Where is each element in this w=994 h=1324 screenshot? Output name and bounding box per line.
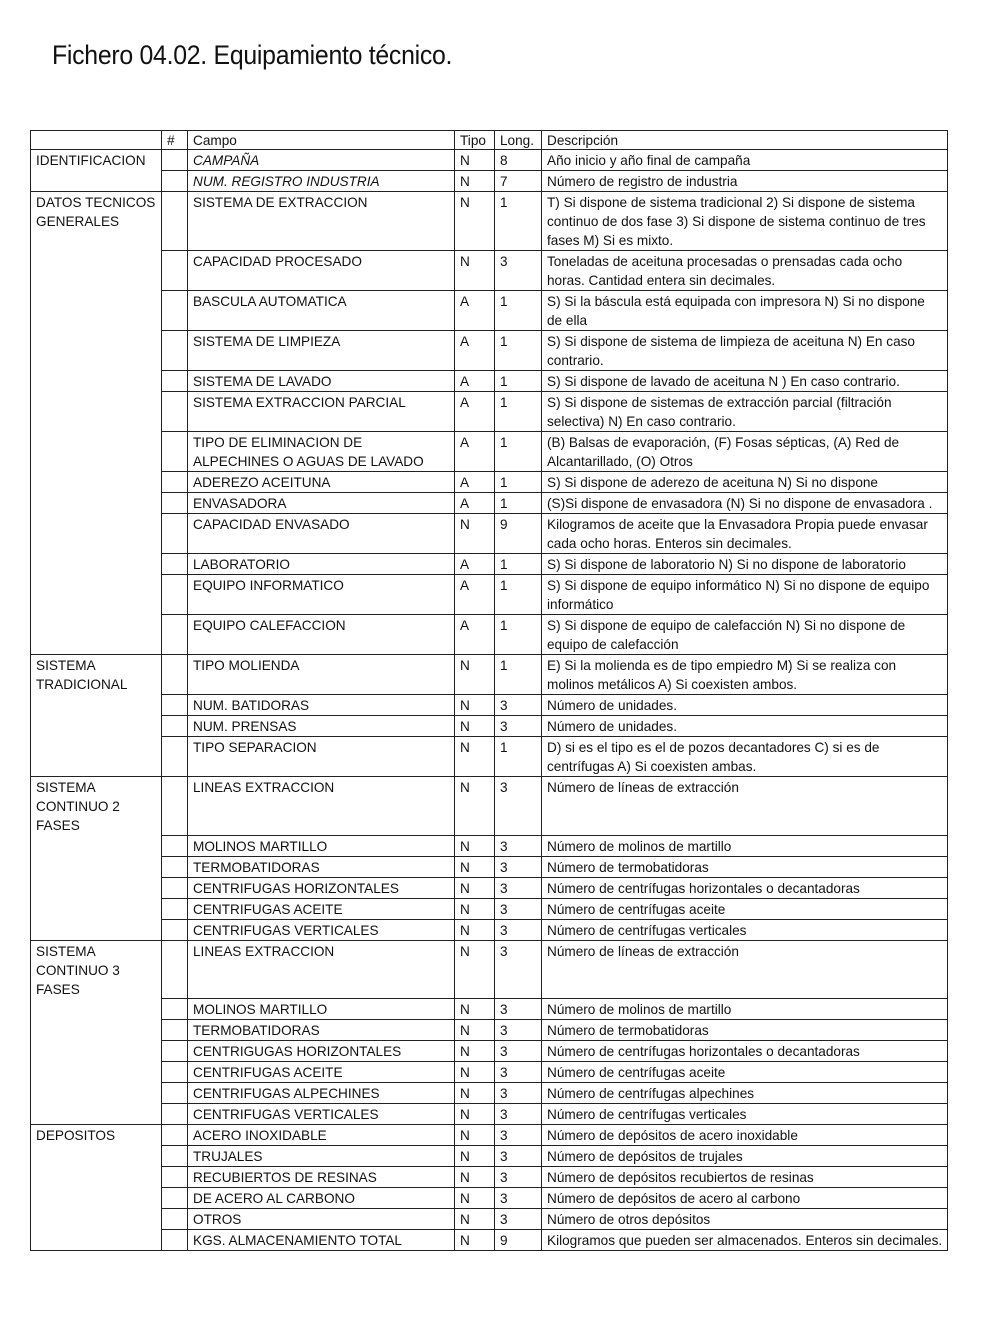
- tipo-cell: A: [455, 575, 495, 615]
- section-spacer-cell: [31, 1146, 162, 1167]
- campo-cell: ENVASADORA: [188, 493, 455, 514]
- tipo-cell: N: [455, 1230, 495, 1251]
- campo-cell: MOLINOS MARTILLO: [188, 999, 455, 1020]
- num-cell: [162, 1188, 188, 1209]
- num-cell: [162, 777, 188, 836]
- table-row: [31, 1041, 948, 1062]
- section-spacer-cell: [31, 472, 162, 493]
- table-row: [31, 835, 948, 856]
- table-row: [31, 432, 948, 472]
- section-spacer-cell: [31, 1020, 162, 1041]
- campo-cell: CENTRIFUGAS VERTICALES: [188, 1104, 455, 1125]
- num-cell: [162, 1041, 188, 1062]
- table-row: [31, 615, 948, 655]
- campo-cell: TERMOBATIDORAS: [188, 1020, 455, 1041]
- tipo-cell: N: [455, 898, 495, 919]
- section-spacer-cell: [31, 575, 162, 615]
- tipo-cell: N: [455, 716, 495, 737]
- tipo-cell: N: [455, 856, 495, 877]
- campo-cell: RECUBIERTOS DE RESINAS: [188, 1167, 455, 1188]
- table-row: [31, 999, 948, 1020]
- long-cell: 7: [495, 171, 542, 192]
- descripcion-cell: E) Si la molienda es de tipo empiedro M) Si se realiza con molinos metálicos A) Si coexisten ambos.: [542, 655, 948, 695]
- table-row: [31, 737, 948, 777]
- campo-cell: MOLINOS MARTILLO: [188, 835, 455, 856]
- tipo-cell: A: [455, 472, 495, 493]
- num-cell: [162, 1209, 188, 1230]
- num-cell: [162, 1062, 188, 1083]
- table-row: [31, 1104, 948, 1125]
- section-spacer-cell: [31, 1041, 162, 1062]
- campo-cell: SISTEMA EXTRACCION PARCIAL: [188, 392, 455, 432]
- long-cell: 3: [495, 716, 542, 737]
- table-header-row: [31, 131, 948, 150]
- campo-cell: LINEAS EXTRACCION: [188, 940, 455, 999]
- long-cell: 3: [495, 1062, 542, 1083]
- long-cell: 3: [495, 1104, 542, 1125]
- descripcion-cell: S) Si dispone de sistemas de extracción parcial (filtración selectiva) N) En caso contrario.: [542, 392, 948, 432]
- long-cell: 1: [495, 392, 542, 432]
- table-row: [31, 1209, 948, 1230]
- field-spec-table: [30, 130, 948, 1251]
- table-row: [31, 1146, 948, 1167]
- table-row: [31, 392, 948, 432]
- num-cell: [162, 472, 188, 493]
- section-label-cell: IDENTIFICACION: [31, 150, 162, 171]
- num-cell: [162, 877, 188, 898]
- table-row: [31, 371, 948, 392]
- campo-cell: EQUIPO INFORMATICO: [188, 575, 455, 615]
- campo-cell: BASCULA AUTOMATICA: [188, 291, 455, 331]
- section-spacer-cell: [31, 251, 162, 291]
- tipo-cell: N: [455, 940, 495, 999]
- section-label-cell: SISTEMA CONTINUO 3 FASES: [31, 940, 162, 999]
- campo-cell: ADEREZO ACEITUNA: [188, 472, 455, 493]
- num-cell: [162, 371, 188, 392]
- num-cell: [162, 835, 188, 856]
- num-cell: [162, 150, 188, 171]
- section-spacer-cell: [31, 493, 162, 514]
- long-cell: 3: [495, 695, 542, 716]
- table-row: [31, 291, 948, 331]
- long-cell: 9: [495, 1230, 542, 1251]
- long-cell: 1: [495, 655, 542, 695]
- section-spacer-cell: [31, 898, 162, 919]
- descripcion-cell: Toneladas de aceituna procesadas o prensadas cada ocho horas. Cantidad entera sin decimales.: [542, 251, 948, 291]
- num-cell: [162, 898, 188, 919]
- campo-cell: KGS. ALMACENAMIENTO TOTAL: [188, 1230, 455, 1251]
- table-row: [31, 655, 948, 695]
- descripcion-cell: Número de centrífugas alpechines: [542, 1083, 948, 1104]
- descripcion-cell: Número de centrífugas verticales: [542, 919, 948, 940]
- descripcion-cell: Número de termobatidoras: [542, 856, 948, 877]
- campo-cell: SISTEMA DE LAVADO: [188, 371, 455, 392]
- num-cell: [162, 999, 188, 1020]
- long-cell: 3: [495, 1125, 542, 1146]
- section-spacer-cell: [31, 1062, 162, 1083]
- tipo-cell: N: [455, 1062, 495, 1083]
- table-body: [31, 150, 948, 1251]
- long-cell: 3: [495, 940, 542, 999]
- tipo-cell: N: [455, 1146, 495, 1167]
- campo-cell: TIPO SEPARACION: [188, 737, 455, 777]
- table-row: [31, 856, 948, 877]
- tipo-cell: N: [455, 192, 495, 251]
- campo-cell: DE ACERO AL CARBONO: [188, 1188, 455, 1209]
- campo-cell: EQUIPO CALEFACCION: [188, 615, 455, 655]
- section-spacer-cell: [31, 1167, 162, 1188]
- descripcion-cell: Número de molinos de martillo: [542, 835, 948, 856]
- section-spacer-cell: [31, 999, 162, 1020]
- table-row: [31, 919, 948, 940]
- long-cell: 3: [495, 898, 542, 919]
- campo-cell: NUM. REGISTRO INDUSTRIA: [188, 171, 455, 192]
- table-row: [31, 1188, 948, 1209]
- table-row: [31, 716, 948, 737]
- campo-cell: ACERO INOXIDABLE: [188, 1125, 455, 1146]
- campo-cell: NUM. PRENSAS: [188, 716, 455, 737]
- section-spacer-cell: [31, 1083, 162, 1104]
- descripcion-cell: Número de otros depósitos: [542, 1209, 948, 1230]
- descripcion-cell: Número de centrífugas aceite: [542, 898, 948, 919]
- descripcion-cell: T) Si dispone de sistema tradicional 2) Si dispone de sistema continuo de dos fase 3) Si dispone de sistema continuo de tres fases M) Si es mixto.: [542, 192, 948, 251]
- descripcion-cell: Kilogramos que pueden ser almacenados. Enteros sin decimales.: [542, 1230, 948, 1251]
- long-cell: 3: [495, 1020, 542, 1041]
- num-cell: [162, 856, 188, 877]
- long-cell: 1: [495, 554, 542, 575]
- campo-cell: CENTRIFUGAS ACEITE: [188, 1062, 455, 1083]
- long-cell: 3: [495, 835, 542, 856]
- table-row: [31, 1230, 948, 1251]
- descripcion-cell: S) Si dispone de equipo de calefacción N) Si no dispone de equipo de calefacción: [542, 615, 948, 655]
- campo-cell: CENTRIFUGAS HORIZONTALES: [188, 877, 455, 898]
- campo-cell: CENTRIFUGAS ACEITE: [188, 898, 455, 919]
- descripcion-cell: (B) Balsas de evaporación, (F) Fosas sépticas, (A) Red de Alcantarillado, (O) Otros: [542, 432, 948, 472]
- descripcion-cell: Número de centrífugas horizontales o decantadoras: [542, 877, 948, 898]
- descripcion-cell: Número de depósitos de acero al carbono: [542, 1188, 948, 1209]
- tipo-cell: N: [455, 777, 495, 836]
- tipo-cell: N: [455, 1209, 495, 1230]
- descripcion-cell: Número de líneas de extracción: [542, 940, 948, 999]
- num-cell: [162, 716, 188, 737]
- long-cell: 3: [495, 919, 542, 940]
- section-spacer-cell: [31, 1230, 162, 1251]
- table-row: [31, 192, 948, 251]
- descripcion-cell: S) Si dispone de lavado de aceituna N ) En caso contrario.: [542, 371, 948, 392]
- descripcion-cell: Número de centrífugas verticales: [542, 1104, 948, 1125]
- section-spacer-cell: [31, 877, 162, 898]
- section-label-cell: SISTEMA TRADICIONAL: [31, 655, 162, 695]
- long-cell: 1: [495, 493, 542, 514]
- descripcion-cell: Número de centrífugas horizontales o decantadoras: [542, 1041, 948, 1062]
- long-cell: 1: [495, 432, 542, 472]
- tipo-cell: A: [455, 331, 495, 371]
- tipo-cell: N: [455, 919, 495, 940]
- descripcion-cell: D) si es el tipo es el de pozos decantadores C) si es de centrífugas A) Si coexisten ambas.: [542, 737, 948, 777]
- table-row: [31, 877, 948, 898]
- section-spacer-cell: [31, 615, 162, 655]
- num-cell: [162, 1146, 188, 1167]
- tipo-cell: A: [455, 615, 495, 655]
- tipo-cell: A: [455, 291, 495, 331]
- num-cell: [162, 1125, 188, 1146]
- num-cell: [162, 575, 188, 615]
- section-spacer-cell: [31, 392, 162, 432]
- num-cell: [162, 1083, 188, 1104]
- section-spacer-cell: [31, 291, 162, 331]
- long-cell: 3: [495, 1209, 542, 1230]
- long-column-header: Long.: [495, 131, 542, 150]
- section-spacer-cell: [31, 695, 162, 716]
- num-cell: [162, 615, 188, 655]
- descripcion-cell: Número de centrífugas aceite: [542, 1062, 948, 1083]
- table-row: [31, 1083, 948, 1104]
- campo-cell: CAMPAÑA: [188, 150, 455, 171]
- tipo-cell: N: [455, 150, 495, 171]
- document-title: Fichero 04.02. Equipamiento técnico.: [52, 40, 453, 70]
- num-cell: [162, 919, 188, 940]
- campo-cell: NUM. BATIDORAS: [188, 695, 455, 716]
- num-cell: [162, 1230, 188, 1251]
- campo-cell: TIPO DE ELIMINACION DE ALPECHINES O AGUAS DE LAVADO: [188, 432, 455, 472]
- tipo-cell: N: [455, 1104, 495, 1125]
- num-cell: [162, 695, 188, 716]
- long-cell: 3: [495, 1083, 542, 1104]
- table-row: [31, 1167, 948, 1188]
- section-label-cell: SISTEMA CONTINUO 2 FASES: [31, 777, 162, 836]
- long-cell: 3: [495, 1167, 542, 1188]
- tipo-cell: A: [455, 392, 495, 432]
- num-cell: [162, 1020, 188, 1041]
- long-cell: 3: [495, 1041, 542, 1062]
- long-cell: 3: [495, 777, 542, 836]
- campo-cell: TERMOBATIDORAS: [188, 856, 455, 877]
- num-cell: [162, 251, 188, 291]
- section-spacer-cell: [31, 919, 162, 940]
- section-spacer-cell: [31, 856, 162, 877]
- tipo-cell: A: [455, 371, 495, 392]
- num-cell: [162, 291, 188, 331]
- num-cell: [162, 1104, 188, 1125]
- table-row: [31, 1020, 948, 1041]
- table-row: [31, 171, 948, 192]
- num-column-header: #: [162, 131, 188, 150]
- tipo-cell: N: [455, 1041, 495, 1062]
- long-cell: 1: [495, 371, 542, 392]
- long-cell: 1: [495, 192, 542, 251]
- long-cell: 1: [495, 575, 542, 615]
- section-spacer-cell: [31, 1104, 162, 1125]
- descripcion-cell: Número de registro de industria: [542, 171, 948, 192]
- campo-cell: CENTRIFUGAS ALPECHINES: [188, 1083, 455, 1104]
- table-row: [31, 1125, 948, 1146]
- long-cell: 3: [495, 1146, 542, 1167]
- long-cell: 9: [495, 514, 542, 554]
- table-row: [31, 1062, 948, 1083]
- campo-cell: OTROS: [188, 1209, 455, 1230]
- descripcion-cell: S) Si dispone de laboratorio N) Si no dispone de laboratorio: [542, 554, 948, 575]
- long-cell: 1: [495, 472, 542, 493]
- long-cell: 1: [495, 615, 542, 655]
- section-spacer-cell: [31, 371, 162, 392]
- table-row: [31, 695, 948, 716]
- table-row: [31, 940, 948, 999]
- campo-cell: LINEAS EXTRACCION: [188, 777, 455, 836]
- tipo-cell: A: [455, 493, 495, 514]
- tipo-cell: N: [455, 251, 495, 291]
- tipo-cell: N: [455, 1167, 495, 1188]
- long-cell: 1: [495, 291, 542, 331]
- section-label-cell: DATOS TECNICOS GENERALES: [31, 192, 162, 251]
- long-cell: 1: [495, 331, 542, 371]
- tipo-cell: N: [455, 737, 495, 777]
- num-cell: [162, 737, 188, 777]
- table-row: [31, 472, 948, 493]
- section-spacer-cell: [31, 1209, 162, 1230]
- tipo-cell: N: [455, 171, 495, 192]
- num-cell: [162, 432, 188, 472]
- tipo-cell: N: [455, 1125, 495, 1146]
- tipo-cell: N: [455, 514, 495, 554]
- num-cell: [162, 392, 188, 432]
- num-cell: [162, 554, 188, 575]
- tipo-cell: N: [455, 1020, 495, 1041]
- section-spacer-cell: [31, 171, 162, 192]
- descripcion-cell: Número de unidades.: [542, 695, 948, 716]
- tipo-cell: N: [455, 835, 495, 856]
- descripcion-cell: S) Si dispone de aderezo de aceituna N) Si no dispone: [542, 472, 948, 493]
- long-cell: 8: [495, 150, 542, 171]
- table-row: [31, 575, 948, 615]
- campo-cell: TRUJALES: [188, 1146, 455, 1167]
- section-spacer-cell: [31, 432, 162, 472]
- table-row: [31, 251, 948, 291]
- section-spacer-cell: [31, 514, 162, 554]
- tipo-cell: N: [455, 655, 495, 695]
- descripcion-cell: Número de depósitos de acero inoxidable: [542, 1125, 948, 1146]
- table-row: [31, 514, 948, 554]
- long-cell: 3: [495, 856, 542, 877]
- descripcion-cell: Número de líneas de extracción: [542, 777, 948, 836]
- campo-cell: LABORATORIO: [188, 554, 455, 575]
- campo-cell: SISTEMA DE EXTRACCION: [188, 192, 455, 251]
- long-cell: 3: [495, 1188, 542, 1209]
- campo-cell: SISTEMA DE LIMPIEZA: [188, 331, 455, 371]
- section-label-cell: DEPOSITOS: [31, 1125, 162, 1146]
- section-column-header: [31, 131, 162, 150]
- tipo-cell: N: [455, 999, 495, 1020]
- tipo-cell: N: [455, 695, 495, 716]
- section-spacer-cell: [31, 737, 162, 777]
- descripcion-cell: S) Si la báscula está equipada con impresora N) Si no dispone de ella: [542, 291, 948, 331]
- num-cell: [162, 655, 188, 695]
- tipo-cell: A: [455, 432, 495, 472]
- tipo-cell: N: [455, 1188, 495, 1209]
- descripcion-column-header: Descripción: [542, 131, 948, 150]
- campo-cell: CENTRIFUGAS VERTICALES: [188, 919, 455, 940]
- descripcion-cell: (S)Si dispone de envasadora (N) Si no dispone de envasadora .: [542, 493, 948, 514]
- tipo-cell: A: [455, 554, 495, 575]
- descripcion-cell: Número de depósitos de trujales: [542, 1146, 948, 1167]
- descripcion-cell: Número de molinos de martillo: [542, 999, 948, 1020]
- long-cell: 3: [495, 251, 542, 291]
- table-row: [31, 493, 948, 514]
- descripcion-cell: Año inicio y año final de campaña: [542, 150, 948, 171]
- table-row: [31, 554, 948, 575]
- descripcion-cell: S) Si dispone de equipo informático N) Si no dispone de equipo informático: [542, 575, 948, 615]
- num-cell: [162, 514, 188, 554]
- section-spacer-cell: [31, 1188, 162, 1209]
- long-cell: 1: [495, 737, 542, 777]
- section-spacer-cell: [31, 331, 162, 371]
- num-cell: [162, 331, 188, 371]
- num-cell: [162, 192, 188, 251]
- table-row: [31, 898, 948, 919]
- campo-column-header: Campo: [188, 131, 455, 150]
- table-row: [31, 150, 948, 171]
- descripcion-cell: Número de termobatidoras: [542, 1020, 948, 1041]
- descripcion-cell: S) Si dispone de sistema de limpieza de aceituna N) En caso contrario.: [542, 331, 948, 371]
- tipo-column-header: Tipo: [455, 131, 495, 150]
- num-cell: [162, 493, 188, 514]
- campo-cell: CAPACIDAD PROCESADO: [188, 251, 455, 291]
- num-cell: [162, 940, 188, 999]
- descripcion-cell: Número de unidades.: [542, 716, 948, 737]
- campo-cell: TIPO MOLIENDA: [188, 655, 455, 695]
- campo-cell: CAPACIDAD ENVASADO: [188, 514, 455, 554]
- num-cell: [162, 171, 188, 192]
- descripcion-cell: Número de depósitos recubiertos de resinas: [542, 1167, 948, 1188]
- section-spacer-cell: [31, 716, 162, 737]
- long-cell: 3: [495, 877, 542, 898]
- section-spacer-cell: [31, 554, 162, 575]
- descripcion-cell: Kilogramos de aceite que la Envasadora Propia puede envasar cada ocho horas. Enteros sin decimales.: [542, 514, 948, 554]
- long-cell: 3: [495, 999, 542, 1020]
- campo-cell: CENTRIGUGAS HORIZONTALES: [188, 1041, 455, 1062]
- table-row: [31, 777, 948, 836]
- section-spacer-cell: [31, 835, 162, 856]
- table-row: [31, 331, 948, 371]
- tipo-cell: N: [455, 1083, 495, 1104]
- tipo-cell: N: [455, 877, 495, 898]
- num-cell: [162, 1167, 188, 1188]
